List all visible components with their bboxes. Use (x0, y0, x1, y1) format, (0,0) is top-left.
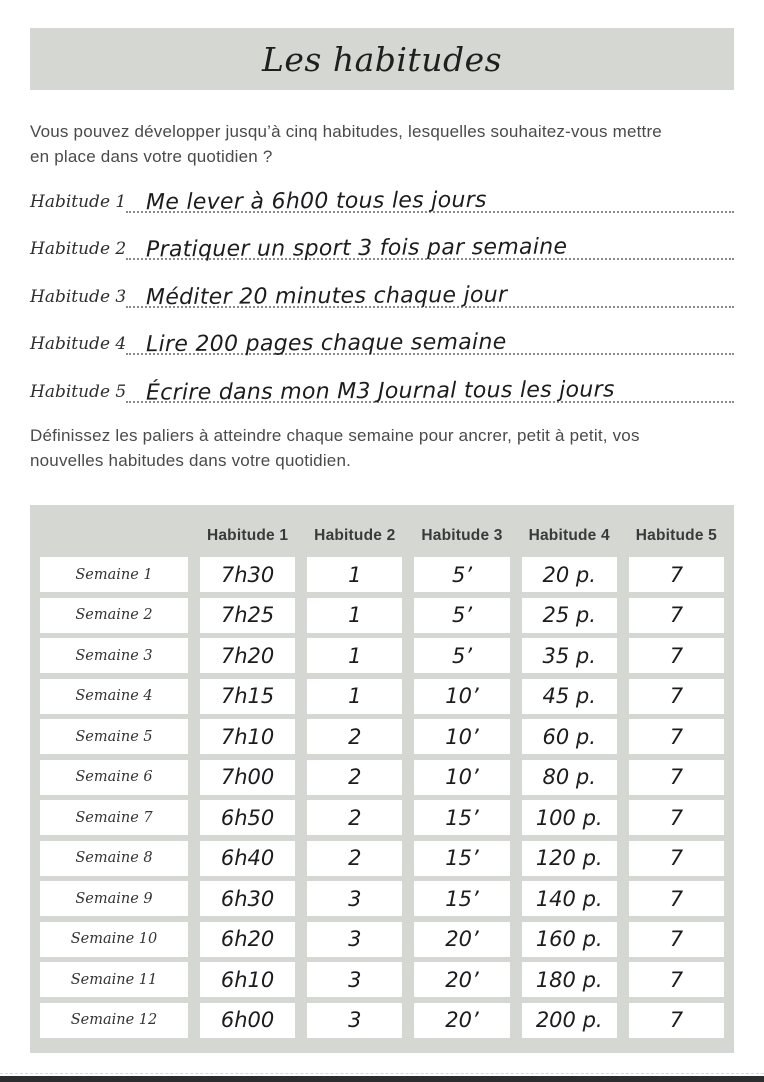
habit-label: Habitude 1 (30, 191, 127, 212)
habit-value-cell: 1 (307, 679, 402, 714)
table-row (40, 760, 724, 795)
habit-value-cell: 7 (629, 760, 724, 795)
habit-value-cell: 10’ (414, 760, 509, 795)
week-label-cell: Semaine 4 (40, 679, 188, 714)
habit-value-cell: 3 (307, 881, 402, 916)
table-row (40, 922, 724, 957)
habit-value-cell: 80 p. (522, 760, 617, 795)
habit-value-cell: 7h20 (200, 638, 295, 673)
habit-dotted-line (126, 308, 734, 356)
habit-value-cell: 6h50 (200, 800, 295, 835)
habit-value-cell: 7 (629, 962, 724, 997)
instruction-text: Définissez les paliers à atteindre chaque semaine pour ancrer, petit à petit, vos nouvelles habitudes dans votre quotidien. (30, 426, 640, 470)
column-header: Habitude 3 (421, 527, 503, 544)
habit-value-cell: 6h40 (200, 841, 295, 876)
habit-row (30, 355, 734, 406)
table-row (40, 557, 724, 592)
week-label-cell: Semaine 11 (40, 962, 188, 997)
habit-value-cell: 7 (629, 598, 724, 633)
week-label-cell: Semaine 1 (40, 557, 188, 592)
habit-value-cell: 7 (629, 679, 724, 714)
habit-value-cell: 20’ (414, 1003, 509, 1038)
table-row (40, 800, 724, 835)
table-row (40, 841, 724, 876)
habit-value-cell: 7h00 (200, 760, 295, 795)
habit-value-cell: 10’ (414, 719, 509, 754)
habit-value-cell: 1 (307, 638, 402, 673)
week-label-cell: Semaine 12 (40, 1003, 188, 1038)
habit-value-cell: 5’ (414, 598, 509, 633)
table-header-row (40, 515, 724, 557)
habit-value-cell: 2 (307, 719, 402, 754)
habit-value-cell: 6h10 (200, 962, 295, 997)
habit-value-cell: 5’ (414, 638, 509, 673)
habit-value-cell: 20’ (414, 922, 509, 957)
intro-text: Vous pouvez développer jusqu’à cinq habitudes, lesquelles souhaitez-vous mettre en place dans votre quotidien ? (30, 122, 662, 166)
habit-value-cell: 6h20 (200, 922, 295, 957)
habit-value-cell: 1 (307, 598, 402, 633)
page-edge-bar (0, 1076, 764, 1082)
page-title: Les habitudes (261, 39, 503, 79)
habit-value-cell: 1 (307, 557, 402, 592)
habit-label: Habitude 2 (30, 239, 127, 259)
habit-value-cell: 20 p. (522, 557, 617, 592)
habit-label: Habitude 3 (30, 286, 127, 307)
week-label-cell: Semaine 2 (40, 598, 188, 633)
habit-value-cell: 2 (307, 760, 402, 795)
week-label-cell: Semaine 8 (40, 841, 188, 876)
table-row (40, 638, 724, 673)
habit-row (30, 260, 734, 308)
habit-label: Habitude 4 (30, 334, 127, 354)
habit-value-cell: 10’ (414, 679, 509, 714)
habit-value-cell: 25 p. (522, 598, 617, 633)
habit-value-cell: 120 p. (522, 841, 617, 876)
habit-handwritten-entry: Lire 200 pages chaque semaine (146, 329, 507, 358)
week-label-cell: Semaine 6 (40, 760, 188, 795)
habit-value-cell: 7 (629, 881, 724, 916)
habit-value-cell: 7h10 (200, 719, 295, 754)
habit-label: Habitude 5 (30, 381, 127, 402)
page-edge-dashes (0, 1073, 764, 1074)
habit-value-cell: 7 (629, 800, 724, 835)
habit-row (30, 308, 734, 356)
table-row (40, 719, 724, 754)
column-header: Habitude 4 (528, 527, 610, 544)
habit-value-cell: 3 (307, 1003, 402, 1038)
habit-value-cell: 7h25 (200, 598, 295, 633)
habit-value-cell: 7 (629, 719, 724, 754)
habit-value-cell: 6h00 (200, 1003, 295, 1038)
habit-value-cell: 15’ (414, 800, 509, 835)
habit-value-cell: 3 (307, 962, 402, 997)
habit-value-cell: 7 (629, 1003, 724, 1038)
habit-row (30, 165, 734, 213)
habit-value-cell: 2 (307, 841, 402, 876)
habit-dotted-line (126, 213, 734, 261)
habits-list (30, 165, 734, 406)
week-label-cell: Semaine 7 (40, 800, 188, 835)
table-body (40, 557, 724, 1038)
habit-row (30, 213, 734, 261)
habit-value-cell: 140 p. (522, 881, 617, 916)
habit-value-cell: 5’ (414, 557, 509, 592)
habit-value-cell: 15’ (414, 881, 509, 916)
week-label-cell: Semaine 3 (40, 638, 188, 673)
habit-value-cell: 100 p. (522, 800, 617, 835)
column-header: Habitude 1 (206, 527, 289, 544)
habit-handwritten-entry: Écrire dans mon M3 Journal tous les jours (146, 376, 616, 406)
habit-value-cell: 7 (629, 922, 724, 957)
week-label-cell: Semaine 10 (40, 922, 188, 957)
habit-value-cell: 60 p. (522, 719, 617, 754)
habit-value-cell: 7 (629, 557, 724, 592)
habit-dotted-line (126, 355, 734, 406)
table-row (40, 1003, 724, 1038)
column-header: Habitude 5 (635, 527, 717, 544)
habit-dotted-line (126, 260, 734, 308)
habit-value-cell: 20’ (414, 962, 509, 997)
habit-dotted-line (126, 165, 734, 213)
table-row (40, 962, 724, 997)
table-row (40, 679, 724, 714)
habit-value-cell: 200 p. (522, 1003, 617, 1038)
column-header: Habitude 2 (314, 527, 396, 544)
week-label-cell: Semaine 5 (40, 719, 188, 754)
weekly-goals-table (30, 505, 734, 1053)
habit-handwritten-entry: Me lever à 6h00 tous les jours (146, 187, 488, 215)
habit-value-cell: 15’ (414, 841, 509, 876)
habit-value-cell: 7 (629, 841, 724, 876)
habit-handwritten-entry: Méditer 20 minutes chaque jour (146, 282, 508, 310)
habit-value-cell: 7h30 (200, 557, 295, 592)
habit-value-cell: 2 (307, 800, 402, 835)
habit-value-cell: 160 p. (522, 922, 617, 957)
habit-value-cell: 3 (307, 922, 402, 957)
habit-value-cell: 180 p. (522, 962, 617, 997)
habit-value-cell: 45 p. (522, 679, 617, 714)
page-title-band (30, 28, 734, 90)
table-row (40, 881, 724, 916)
week-label-cell: Semaine 9 (40, 881, 188, 916)
habit-value-cell: 7 (629, 638, 724, 673)
table-row (40, 598, 724, 633)
habit-handwritten-entry: Pratiquer un sport 3 fois par semaine (146, 234, 568, 263)
habit-value-cell: 35 p. (522, 638, 617, 673)
habit-value-cell: 7h15 (200, 679, 295, 714)
habit-value-cell: 6h30 (200, 881, 295, 916)
